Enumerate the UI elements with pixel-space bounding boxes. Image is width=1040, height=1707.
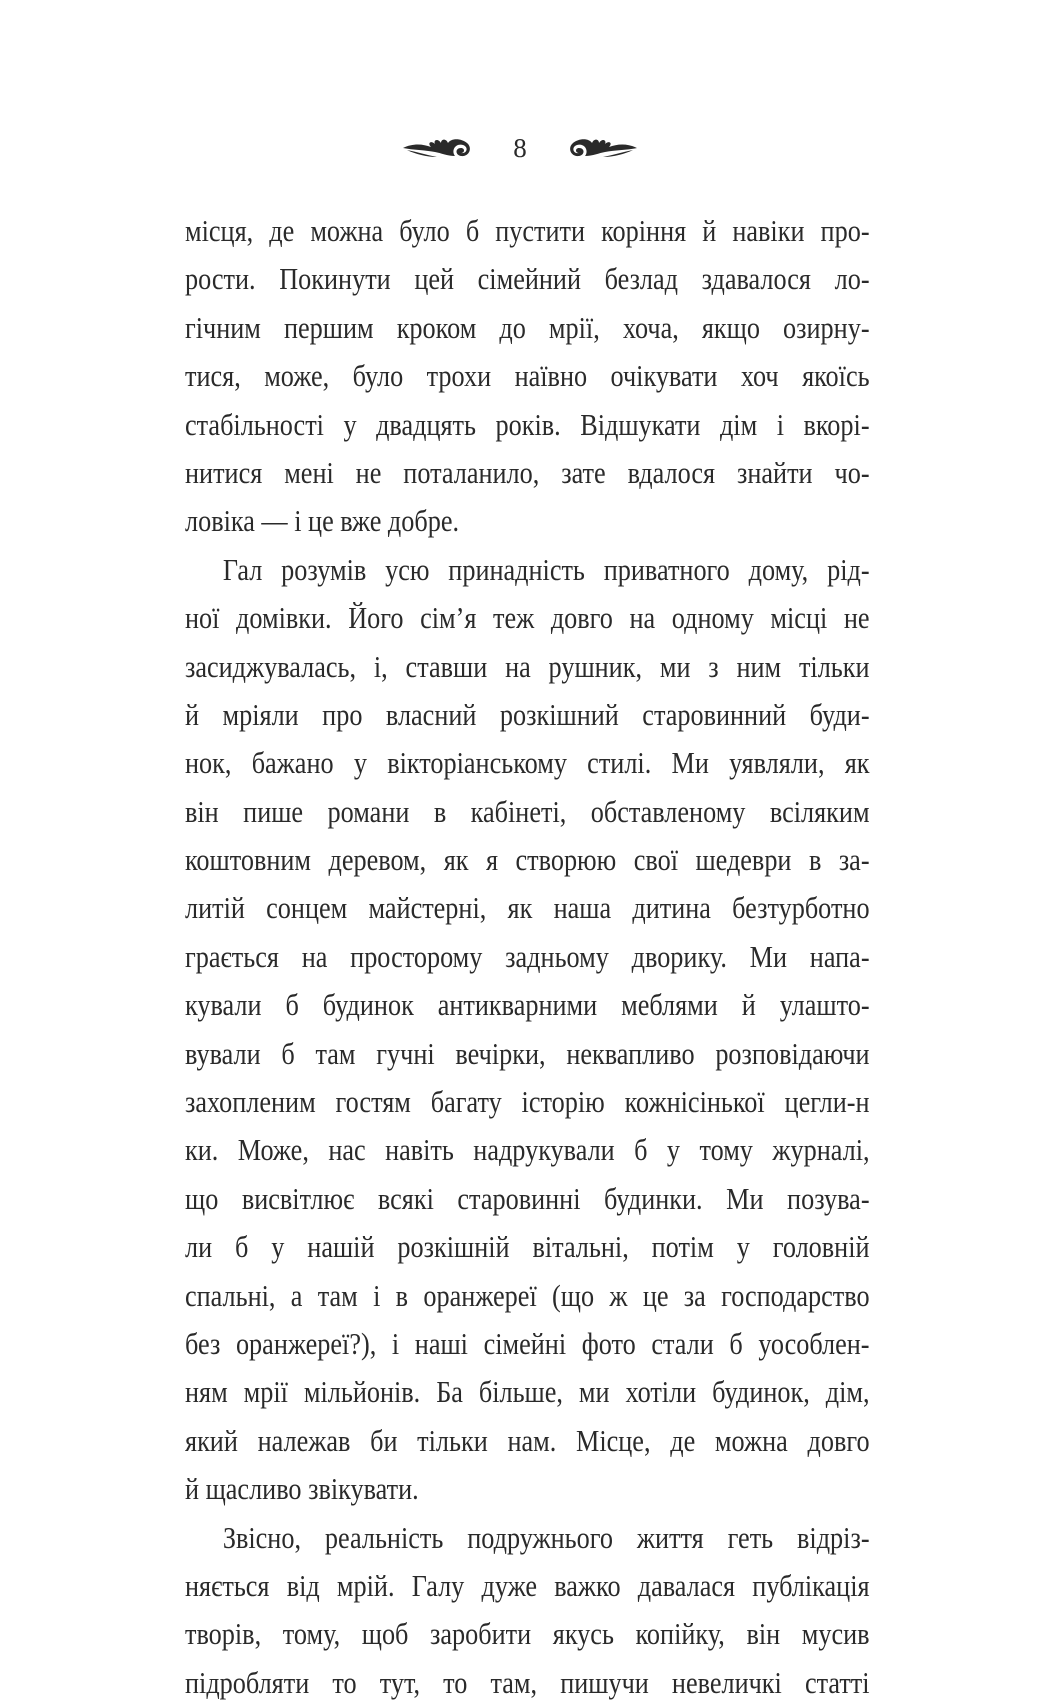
text-line: який належав би тільки нам. Місце, де можна довго (185, 1423, 870, 1458)
text-line: засиджувалась, і, ставши на рушник, ми з ним тільки (185, 649, 870, 684)
text-line: місця, де можна було б пустити коріння й навіки про- (185, 214, 870, 248)
text-line: тися, може, було трохи наївно очікувати хоч якоїсь (185, 359, 870, 394)
flourish-right-icon (549, 135, 639, 161)
flourish-left-icon (401, 135, 491, 161)
paragraph (185, 546, 870, 1514)
text-line: вували б там гучні вечірки, неквапливо розповідаючи (185, 1036, 870, 1071)
text-line: без оранжереї?), і наші сімейні фото стали б уособлен- (185, 1326, 870, 1361)
text-line: рости. Покинути цей сімейний безлад здавалося ло- (185, 262, 870, 297)
body-text (185, 207, 870, 1707)
text-line: нок, бажано у вікторіанському стилі. Ми уявляли, як (185, 746, 870, 781)
text-line: підробляти то тут, то там, пишучи невеличкі статті (185, 1665, 870, 1700)
text-line: ням мрії мільйонів. Ба більше, ми хотіли будинок, дім, (185, 1375, 870, 1410)
text-line: ли б у нашій розкішній вітальні, потім у головній (185, 1230, 870, 1265)
text-line: коштовним деревом, як я створюю свої шедеври в за- (185, 843, 870, 878)
text-line: й мріяли про власний розкішний старовинний буди- (185, 697, 870, 732)
text-line: ної домівки. Його сім’я теж довго на одному місці не (185, 601, 870, 636)
text-line: що висвітлює всякі старовинні будинки. Ми позува- (185, 1181, 870, 1216)
text-line: ловіка — і це вже добре. (185, 504, 460, 539)
page-number: 8 (513, 133, 527, 163)
text-line: він пише романи в кабінеті, обставленому всіляким (185, 794, 870, 829)
text-line: стабільності у двадцять років. Відшукати дім і вкорі- (185, 407, 870, 442)
text-line: Звісно, реальність подружнього життя геть відріз- (222, 1520, 870, 1555)
text-line: грається на просторому задньому дворику. Ми напа- (185, 939, 870, 974)
paragraph (185, 207, 870, 546)
text-line: кували б будинок антикварними меблями й улашто- (185, 988, 870, 1023)
text-line: й щасливо звікувати. (185, 1472, 419, 1507)
text-line: ки. Може, нас навіть надрукували б у тому журналі, (185, 1133, 870, 1168)
text-line: няється від мрій. Галу дуже важко давалася публікація (185, 1568, 870, 1603)
text-line: нитися мені не поталанило, зате вдалося знайти чо- (185, 455, 870, 490)
text-line: спальні, а там і в оранжереї (що ж це за господарство (185, 1278, 870, 1313)
text-line: Гал розумів усю принадність приватного дому, рід- (222, 552, 870, 587)
text-line: литій сонцем майстерні, як наша дитина безтурботно (185, 891, 870, 926)
paragraph (185, 1514, 870, 1707)
page-header (0, 128, 1040, 168)
text-line: гічним першим кроком до мрії, хоча, якщо озирну- (185, 310, 870, 345)
text-line: творів, тому, щоб заробити якусь копійку, він мусив (185, 1617, 870, 1652)
text-line: захопленим гостям багату історію кожнісінької цегли-н (185, 1085, 870, 1120)
